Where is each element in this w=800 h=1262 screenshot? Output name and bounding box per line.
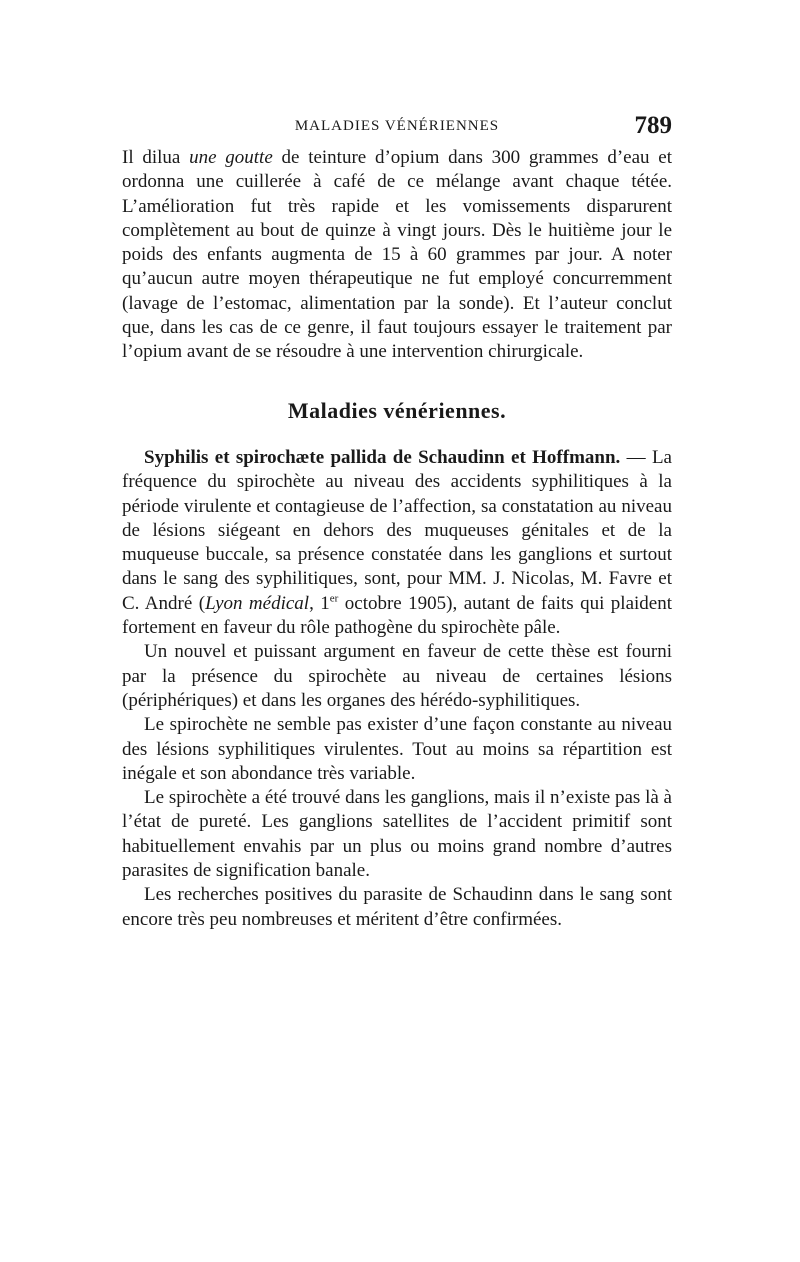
page-number: 789 (634, 112, 672, 139)
paragraph-text: octobre 1905), autant de faits qui plaident fortement en faveur du rôle pathogène du spirochète pâle. (122, 592, 672, 639)
paragraph-text: de teinture d’opium dans 300 grammes d’eau et ordonna une cuillerée à café de ce mélange avant chaque tétée. L’amélioration fut très rapide et les vomissements disparurent complètement au bout de quinze à vingt jours. Dès le huitième jour le poids des enfants augmenta de 15 à 60 grammes par jour. A noter qu’aucun autre moyen thérapeutique ne fut employé concurremment (lavage de l’estomac, alimentation par la sonde). Et l’auteur conclut que, dans les cas de ce genre, il faut toujours essayer le traitement par l’opium avant de se résoudre à une intervention chirurgicale. (122, 147, 672, 363)
running-title: MALADIES VÉNÉRIENNES (294, 118, 500, 134)
paragraph-lead-title: Syphilis et spirochæte pallida de Schaudinn et Hoffmann. (144, 446, 621, 468)
superscript: er (329, 592, 339, 605)
paragraph-ganglions: Le spirochète a été trouvé dans les ganglions, mais il n’existe pas là à l’état de pureté. Les ganglions satellites de l’accident primitif sont habituellement envahis par un plus ou moins grand nombre d’autres parasites de signification banale. (122, 787, 672, 882)
paragraph-argument: Un nouvel et puissant argument en faveur de cette thèse est fourni par la présence du spirochète au niveau de certaines lésions (périphériques) et dans les organes des hérédo-syphilitiques. (122, 641, 672, 711)
journal-citation: Lyon médical (205, 592, 310, 614)
page-header (122, 112, 672, 142)
paragraph-opium-treatment (122, 146, 672, 365)
italic-text: une goutte (189, 147, 273, 168)
paragraph-text: , 1 (309, 592, 330, 614)
paragraph-text: Il dilua (122, 147, 190, 168)
paragraph-distribution: Le spirochète ne semble pas exister d’une façon constante au niveau des lésions syphilitiques virulentes. Tout au moins sa répartition est inégale et son abondance très variable. (122, 714, 672, 784)
paragraph-blood-research: Les recherches positives du parasite de Schaudinn dans le sang sont encore très peu nombreuses et méritent d’être confirmées. (122, 884, 672, 930)
page-body (122, 146, 672, 932)
paragraph-text: — La fréquence du spirochète au niveau des accidents syphilitiques à la période virulente et contagieuse de l’affection, sa constatation au niveau de lésions siégeant en dehors des muqueuses génitales et de la muqueuse buccale, sa présence constatée dans les ganglions et surtout dans le sang des syphilitiques, sont, pour MM. J. Nicolas, M. Favre et C. André ( (122, 446, 672, 614)
section-title: Maladies vénériennes. (287, 397, 507, 423)
paragraph-syphilis-intro (122, 446, 672, 640)
